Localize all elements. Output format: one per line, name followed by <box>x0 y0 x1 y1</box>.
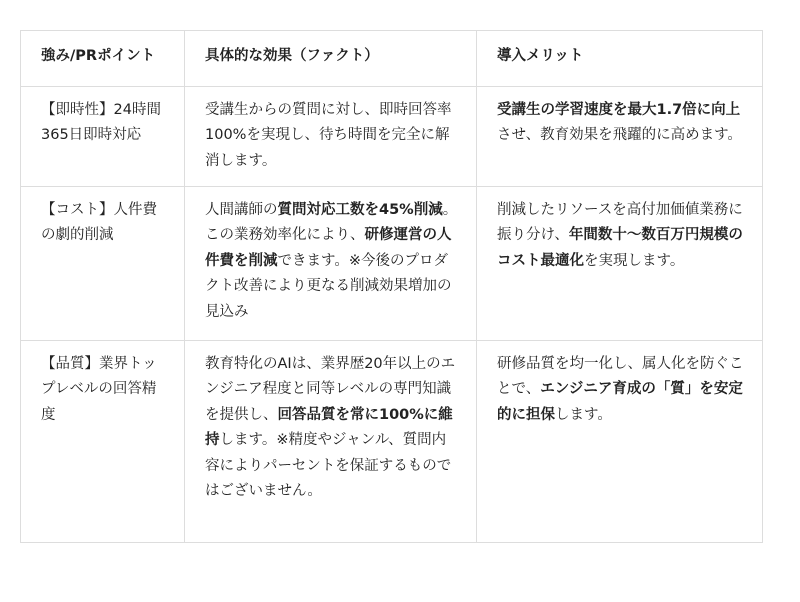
cell-text: を実現します。 <box>584 252 685 269</box>
cell-text: 研修品質を均一化し、属人化を防ぐことで、 <box>497 355 744 397</box>
cell-text: 受講生からの質問に対し、即時回答率100%を実現し、待ち時間を完全に解消します。 <box>205 101 452 169</box>
header-merit: 導入メリット <box>477 31 763 87</box>
cell-text-emphasis: 受講生の学習速度を最大1.7倍に向上 <box>497 101 741 118</box>
cell-text-emphasis: エンジニア育成の「質」を安定的に担保 <box>497 381 743 423</box>
cell-text: させ、教育効果を飛躍的に高めます。 <box>497 127 742 143</box>
cell-merit <box>477 186 763 340</box>
cell-point: 【コスト】人件費の劇的削減 <box>21 186 185 340</box>
pr-comparison-table <box>20 30 763 543</box>
header-point: 強み/PRポイント <box>21 31 185 87</box>
table-row <box>21 86 763 186</box>
cell-merit <box>477 86 763 186</box>
table-row <box>21 186 763 340</box>
cell-text: 削減したリソースを高付加価値業務に振り分け、 <box>497 201 743 243</box>
cell-text: できます。※今後のプロダクト改善により更なる削減効果増加の見込み <box>205 252 452 320</box>
cell-effect <box>185 86 477 186</box>
cell-text-emphasis: 回答品質を常に100%に維持 <box>205 406 453 448</box>
cell-text: 。この業務効率化により、 <box>205 201 458 243</box>
cell-text-emphasis: 年間数十〜数百万円規模のコスト最適化 <box>497 227 743 269</box>
table-row <box>21 340 763 542</box>
cell-text: 教育特化のAIは、業界歴20年以上のエンジニア程度と同等レベルの専門知識を提供し、 <box>205 355 456 423</box>
cell-text: 人間講師の <box>205 201 278 218</box>
cell-merit <box>477 340 763 542</box>
cell-text: します。 <box>555 406 612 423</box>
cell-effect <box>185 186 477 340</box>
cell-text-emphasis: 質問対応工数を45%削減 <box>277 201 443 218</box>
cell-text-emphasis: 研修運営の人件費を削減 <box>205 227 452 269</box>
cell-point: 【即時性】24時間365日即時対応 <box>21 86 185 186</box>
cell-effect <box>185 340 477 542</box>
header-effect: 具体的な効果（ファクト） <box>185 31 477 87</box>
cell-text: します。※精度やジャンル、質問内容によりパーセントを保証するものではございません。 <box>205 432 452 499</box>
cell-point: 【品質】業界トップレベルの回答精度 <box>21 340 185 542</box>
table-header-row <box>21 31 763 87</box>
